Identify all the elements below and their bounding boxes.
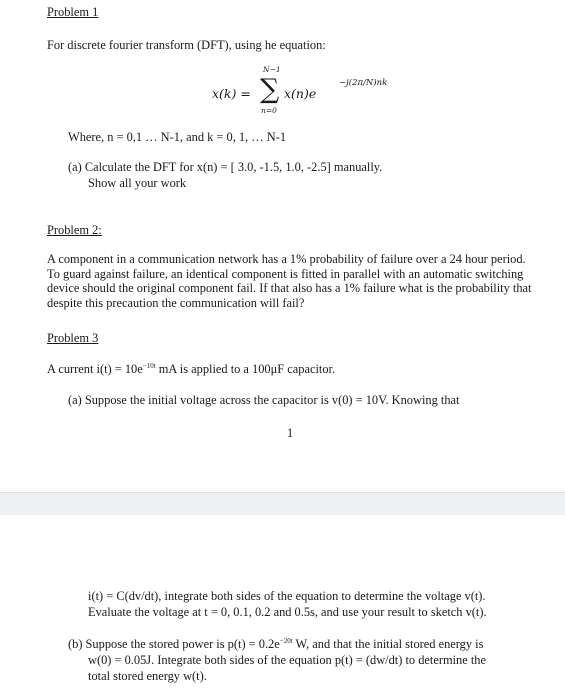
- sum-upper-limit: N−1: [263, 65, 281, 74]
- problem1-intro: For discrete fourier transform (DFT), using he equation:: [47, 38, 326, 52]
- problem3-part-a: (a) Suppose the initial voltage across the capacitor is v(0) = 10V. Knowing that: [68, 393, 460, 407]
- sum-lower-limit: n=0: [261, 106, 277, 115]
- equation-exponent: −j(2π/N)nk: [339, 78, 388, 88]
- summation-sign: ∑: [260, 74, 280, 105]
- problem3-current: A current $i(t) = 10e^{-10t}$ mA is applied to a 100μF capacitor.: [47, 362, 336, 377]
- problem2-title: Problem 2:: [47, 223, 102, 237]
- problem3-part-b-2: w(0) = 0.05J. Integrate both sides of the equation p(t) = (dw/dt) to determine the: [88, 653, 486, 667]
- problem1-part-a: (a) Calculate the DFT for x(n) = [ 3.0, -1.5, 1.0, -2.5] manually.: [68, 160, 383, 174]
- problem1-where: Where, n = 0,1 … N-1, and k = 0, 1, … N-1: [68, 130, 287, 144]
- equation-lhs: x(k) =: [212, 86, 251, 101]
- page-break: [0, 492, 565, 516]
- page-number: 1: [287, 426, 294, 440]
- problem1-part-a-note: Show all your work: [88, 176, 187, 190]
- equation-term: x(n)e: [284, 86, 317, 101]
- problem3-part-b: (b) Suppose the stored power is $p(t) = 0.2e^{-20t}$ W, and that the initial stored energy is: [68, 637, 484, 652]
- problem2-body: A component in a communication network has a 1% probability of failure over a 24 hour period. To guard against failure, an identical component is fitted in parallel with an automatic switching device should the original component fail. If that also has a 1% failure what is the probability that despite this precaution the communication will fail?: [47, 252, 532, 310]
- document-page-2: [0, 515, 565, 700]
- dft-equation: [212, 62, 412, 132]
- problem3-part-a-cont-1: i(t) = C(dv/dt), integrate both sides of the equation to determine the voltage v(t).: [88, 589, 486, 603]
- problem3-part-a-cont-2: Evaluate the voltage at t = 0, 0.1, 0.2 and 0.5s, and use your result to sketch v(t).: [88, 605, 487, 619]
- problem3-part-b-3: total stored energy w(t).: [88, 669, 207, 683]
- problem3-title: Problem 3: [47, 331, 99, 345]
- problem1-title: Problem 1: [47, 5, 99, 19]
